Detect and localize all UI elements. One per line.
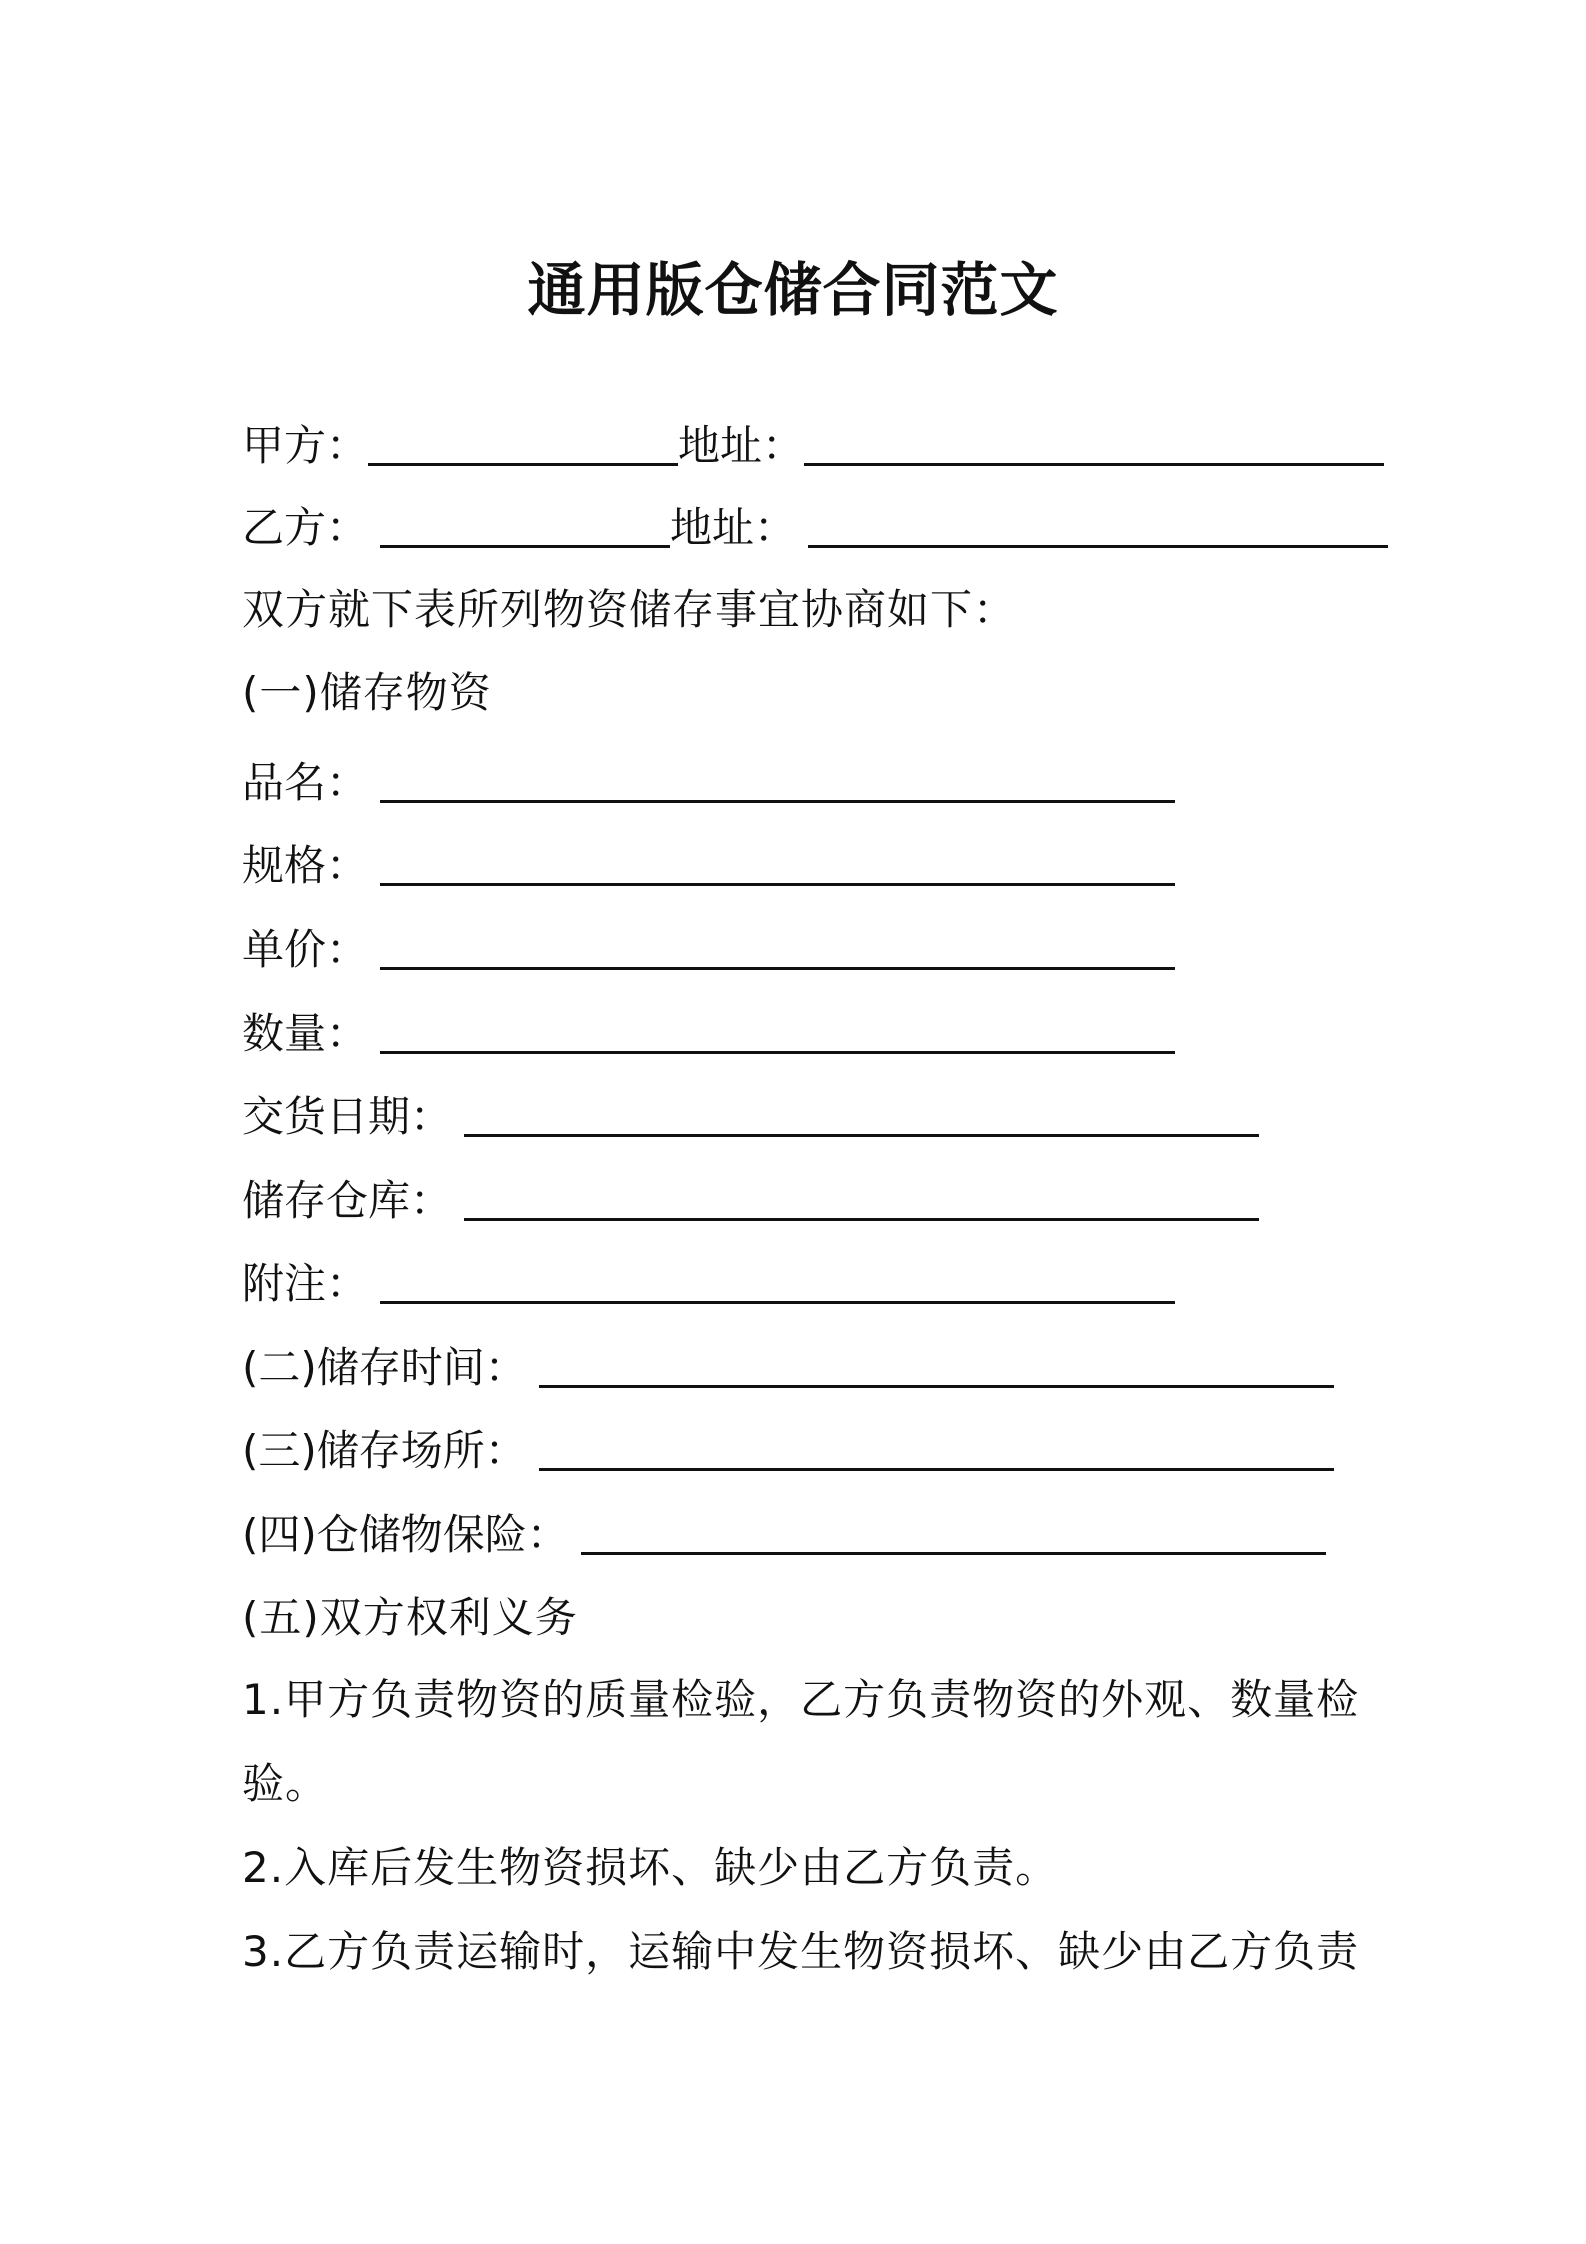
section1-heading: (一)储存物资 (242, 668, 492, 717)
party-b-blank[interactable] (380, 505, 670, 548)
field-name-label: 品名： (242, 758, 369, 807)
field-spec-row (242, 838, 1175, 894)
section4-blank[interactable] (581, 1512, 1326, 1555)
section4-row (242, 1507, 1326, 1563)
party-b-row (242, 500, 1388, 556)
section5-item3-line1: 3.乙方负责运输时，运输中发生物资损坏、缺少由乙方负责 (242, 1927, 1360, 1976)
field-name-row (242, 755, 1175, 811)
party-a-address-blank[interactable] (804, 423, 1384, 466)
field-warehouse-row (242, 1173, 1259, 1229)
field-quantity-label: 数量： (242, 1009, 369, 1058)
field-remarks-row (242, 1256, 1175, 1312)
field-delivery-date-blank[interactable] (464, 1094, 1259, 1137)
section2-label: (二)储存时间： (242, 1343, 527, 1392)
section3-label: (三)储存场所： (242, 1426, 527, 1475)
section2-row (242, 1340, 1334, 1396)
section3-blank[interactable] (539, 1428, 1334, 1471)
field-unit-price-label: 单价： (242, 925, 369, 974)
intro-text: 双方就下表所列物资储存事宜协商如下： (242, 585, 1017, 634)
field-remarks-label: 附注： (242, 1259, 369, 1308)
section5-item1-line2: 验。 (242, 1759, 329, 1808)
field-quantity-blank[interactable] (380, 1011, 1175, 1054)
section5-item2: 2.入库后发生物资损坏、缺少由乙方负责。 (242, 1843, 1059, 1892)
field-delivery-date-label: 交货日期： (242, 1092, 453, 1141)
party-a-blank[interactable] (368, 423, 678, 466)
party-b-label: 乙方： (242, 503, 369, 552)
section5-heading: (五)双方权利义务 (242, 1593, 578, 1642)
party-a-label: 甲方： (242, 421, 369, 470)
field-quantity-row (242, 1006, 1175, 1062)
section5-item1-line1: 1.甲方负责物资的质量检验，乙方负责物资的外观、数量检 (242, 1675, 1360, 1724)
section2-blank[interactable] (539, 1345, 1334, 1388)
party-a-address-label: 地址： (678, 421, 805, 470)
field-warehouse-blank[interactable] (464, 1178, 1259, 1221)
field-unit-price-row (242, 922, 1175, 978)
field-warehouse-label: 储存仓库： (242, 1176, 453, 1225)
field-delivery-date-row (242, 1089, 1259, 1145)
party-a-row (242, 418, 1384, 474)
field-spec-label: 规格： (242, 841, 369, 890)
party-b-address-blank[interactable] (808, 505, 1388, 548)
party-b-address-label: 地址： (670, 503, 797, 552)
field-spec-blank[interactable] (380, 843, 1175, 886)
section3-row (242, 1423, 1334, 1479)
field-remarks-blank[interactable] (380, 1261, 1175, 1304)
section4-label: (四)仓储物保险： (242, 1510, 569, 1559)
field-unit-price-blank[interactable] (380, 927, 1175, 970)
document-title: 通用版仓储合同范文 (527, 256, 1059, 324)
field-name-blank[interactable] (380, 760, 1175, 803)
